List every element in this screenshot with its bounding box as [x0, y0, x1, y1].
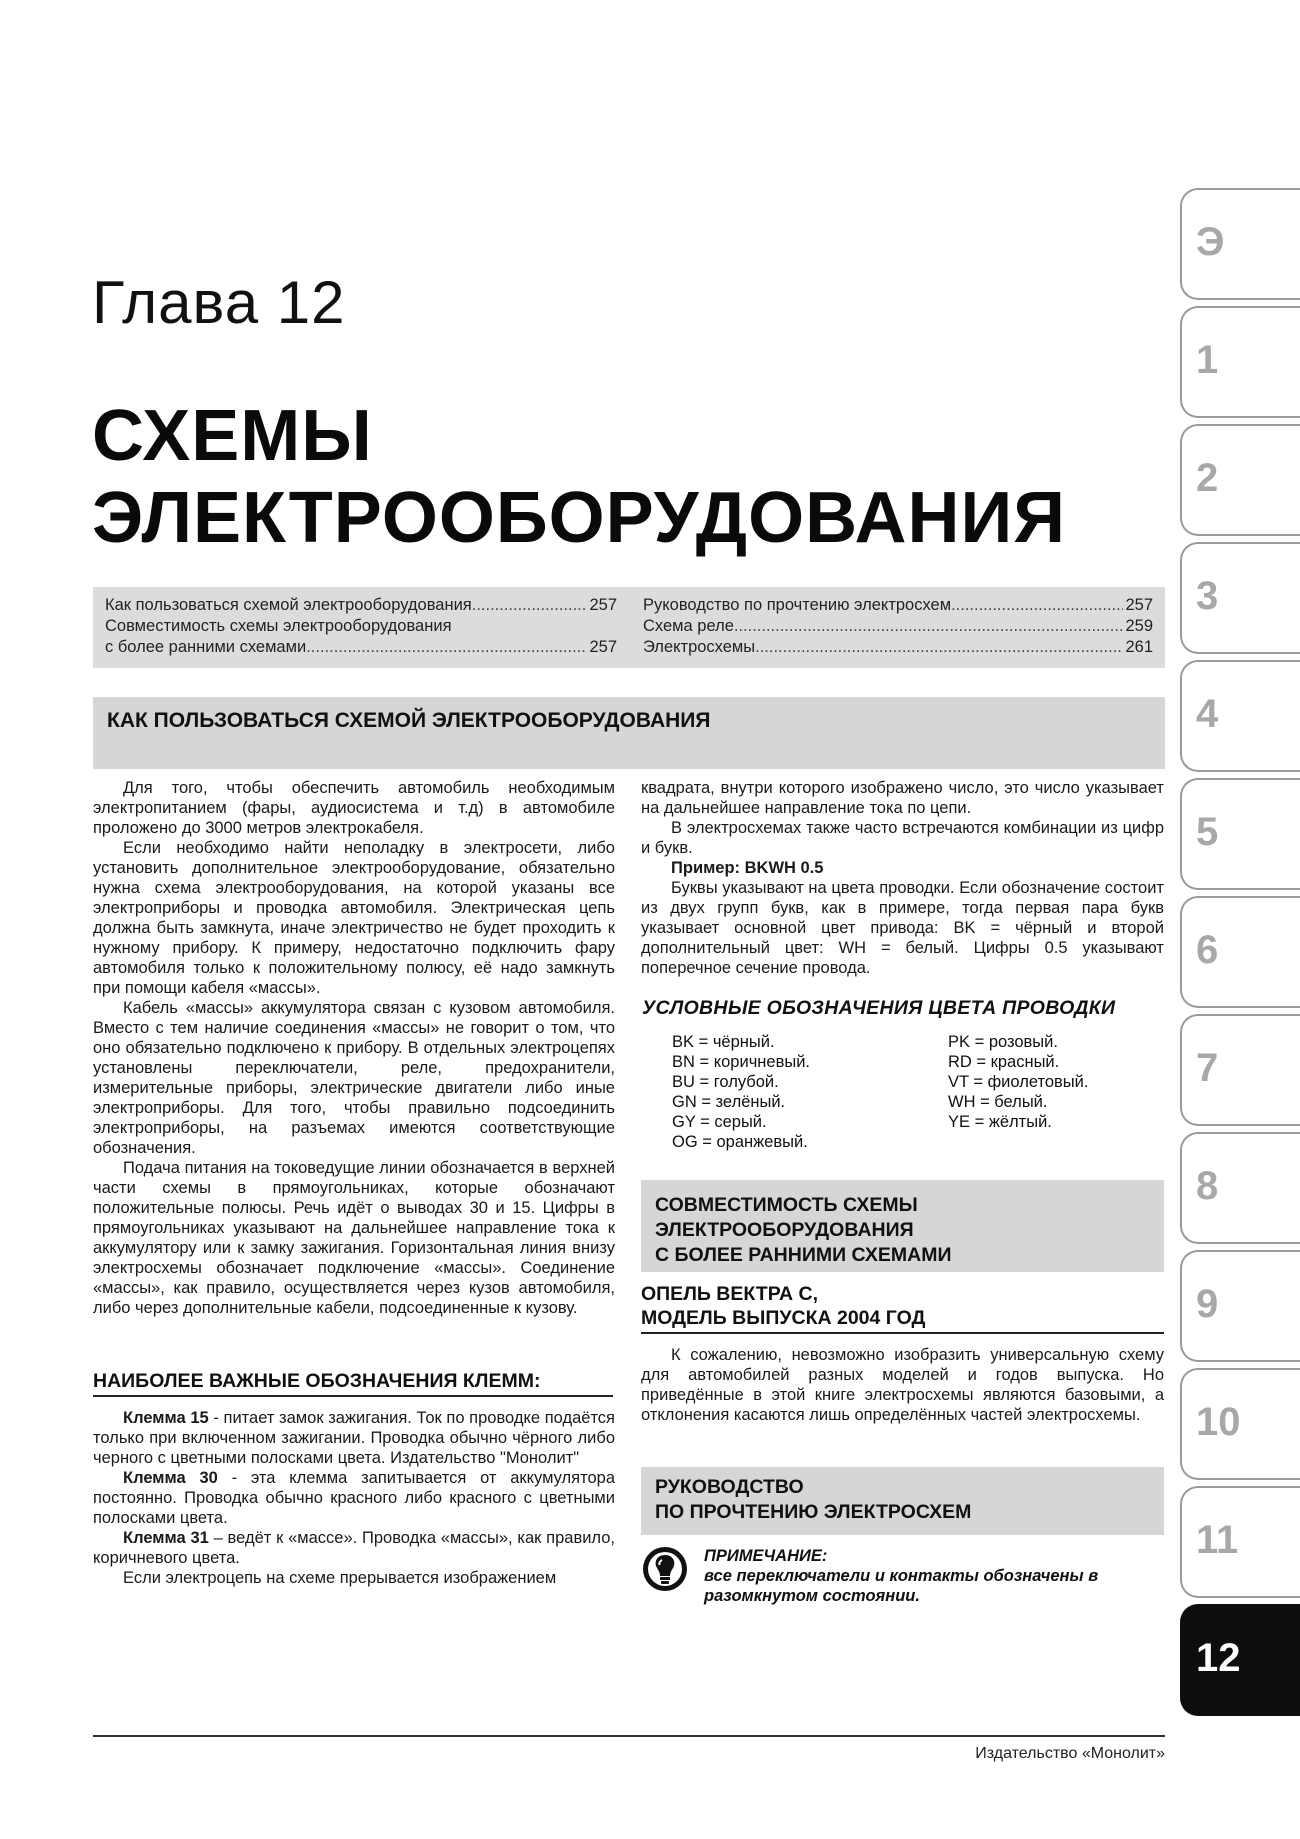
title-line-2: ЭЛЕКТРООБОРУДОВАНИЯ	[92, 478, 1066, 558]
tab-chapter-7[interactable]: 7	[1180, 1014, 1300, 1126]
terminals-text	[93, 1408, 615, 1588]
tab-chapter-2[interactable]: 2	[1180, 424, 1300, 536]
paragraph: Подача питания на токоведущие линии обозначается в верхней части схемы в прямоугольниках, которые обозначают положительные полюсы. Речь идёт о выводах 30 и 15. Цифры в прямоугольниках указывают на дальнейшее направление тока к аккумулятору или к замку зажигания. Горизонтальная линия внизу электросхемы обозначает подключение «массы». Соединение «массы», как правило, осуществляется через кузов автомобиля, либо через дополнительные кабели, подсоединенные к кузову.	[93, 1159, 615, 1317]
toc-entry[interactable]: Схема реле ..... 259	[643, 616, 1153, 637]
tab-chapter-4[interactable]: 4	[1180, 660, 1300, 772]
terminal-item: Клемма 31 – ведёт к «массе». Проводка «массы», как правило, коричневого цвета.	[93, 1529, 615, 1567]
tab-chapter-5[interactable]: 5	[1180, 778, 1300, 890]
left-column-text	[93, 778, 615, 1318]
wire-colors-left	[672, 1032, 810, 1152]
example-label: Пример: BKWH 0.5	[671, 859, 824, 877]
paragraph: квадрата, внутри которого изображено число, это число указывает на дальнейшее направление тока по цепи.	[641, 779, 1164, 817]
table-of-contents	[93, 587, 1165, 668]
color-code: BK = чёрный.	[672, 1033, 775, 1051]
toc-entry[interactable]: Руководство по прочтению электросхем ..... 257	[643, 595, 1153, 616]
paragraph: Для того, чтобы обеспечить автомобиль необходимым электропитанием (фары, аудиосистема и т.д) в автомобиле проложено до 3000 метров электрокабеля.	[93, 779, 615, 837]
paragraph: Если необходимо найти неполадку в электросети, либо установить дополнительное электрооборудование, обязательно нужна схема электрооборудования, на которой указаны все электроприборы и проводка автомобиля. Электрическая цепь должна быть замкнута, иначе электричество не будет проходить к нужному прибору. К примеру, недостаточно подключить фару автомобиля только к положительному полюсу, её надо замкнуть при помощи кабеля «массы».	[93, 839, 615, 997]
tab-chapter-e[interactable]: Э	[1180, 188, 1300, 300]
note-block	[704, 1546, 1166, 1606]
tab-chapter-11[interactable]: 11	[1180, 1486, 1300, 1598]
opel-heading: ОПЕЛЬ ВЕКТРА С, МОДЕЛЬ ВЫПУСКА 2004 ГОД	[641, 1282, 1164, 1334]
right-column-text	[641, 778, 1164, 978]
color-code: VT = фиолетовый.	[948, 1073, 1089, 1091]
toc-entry[interactable]: с более ранними схемами ..... 257	[105, 637, 617, 658]
tab-chapter-8[interactable]: 8	[1180, 1132, 1300, 1244]
color-code: OG = оранжевый.	[672, 1133, 808, 1151]
title-line-1: СХЕМЫ	[92, 396, 373, 476]
chapter-label: Глава 12	[92, 269, 346, 336]
paragraph: Буквы указывают на цвета проводки. Если обозначение состоит из двух групп букв, как в примере, тогда первая пара букв указывает основной цвет привода: BK = чёрный и второй дополнительный цвет: WH = белый. Цифры 0.5 указывают поперечное сечение провода.	[641, 879, 1164, 977]
paragraph: В электросхемах также часто встречаются комбинации из цифр и букв.	[641, 819, 1164, 857]
footer-divider	[93, 1735, 1165, 1737]
section-heading-guide: РУКОВОДСТВО ПО ПРОЧТЕНИЮ ЭЛЕКТРОСХЕМ	[641, 1467, 1164, 1535]
tab-chapter-6[interactable]: 6	[1180, 896, 1300, 1008]
toc-entry[interactable]: Совместимость схемы электрооборудования	[105, 617, 452, 635]
color-code: RD = красный.	[948, 1053, 1060, 1071]
color-code: PK = розовый.	[948, 1033, 1058, 1051]
opel-text	[641, 1345, 1164, 1425]
footer-publisher: Издательство «Монолит»	[975, 1745, 1165, 1762]
paragraph: К сожалению, невозможно изобразить универсальную схему для автомобилей разных моделей и годов выпуска. Но приведённые в этой книге электросхемы являются базовыми, а отклонения касаются лишь определённых частей электросхемы.	[641, 1346, 1164, 1424]
lightbulb-icon	[642, 1546, 688, 1592]
paragraph: Если электроцепь на схеме прерывается изображением	[123, 1569, 557, 1587]
tab-chapter-9[interactable]: 9	[1180, 1250, 1300, 1362]
toc-entry[interactable]: Как пользоваться схемой электрооборудования ..... 257	[105, 595, 617, 616]
toc-left-column	[105, 595, 617, 658]
terminal-item: Клемма 30 - эта клемма запитывается от аккумулятора постоянно. Проводка обычно красного либо красного с цветными полосками цвета.	[93, 1469, 615, 1527]
toc-right-column	[643, 595, 1153, 658]
wire-colors-right	[948, 1032, 1088, 1132]
terminal-item: Клемма 15 - питает замок зажигания. Ток по проводке подаётся только при включенном зажигании. Проводка обычно чёрного либо черного с цветными полосками цвета. Издательство "Монолит"	[93, 1409, 615, 1467]
color-code: GN = зелёный.	[672, 1093, 786, 1111]
color-code: BN = коричневый.	[672, 1053, 811, 1071]
section-heading-compatibility: СОВМЕСТИМОСТЬ СХЕМЫ ЭЛЕКТРООБОРУДОВАНИЯ С БОЛЕЕ РАННИМИ СХЕМАМИ	[641, 1180, 1164, 1272]
terminals-heading: НАИБОЛЕЕ ВАЖНЫЕ ОБОЗНАЧЕНИЯ КЛЕММ:	[93, 1370, 613, 1397]
paragraph: Кабель «массы» аккумулятора связан с кузовом автомобиля. Вместо с тем наличие соединения «массы» не говорит о том, что оно обязательно подключено к прибору. В отдельных электроцепях установлены переключатели, реле, предохранители, измерительные приборы, электрические двигатели либо иные электроприборы. Для того, чтобы правильно подсоединить электроприборы, на разъемах имеются соответствующие обозначения.	[93, 999, 615, 1157]
toc-entry[interactable]: Электросхемы ..... 261	[643, 637, 1153, 658]
tab-chapter-1[interactable]: 1	[1180, 306, 1300, 418]
tab-chapter-3[interactable]: 3	[1180, 542, 1300, 654]
color-code: GY = серый.	[672, 1113, 767, 1131]
section-heading-usage: КАК ПОЛЬЗОВАТЬСЯ СХЕМОЙ ЭЛЕКТРООБОРУДОВАНИЯ	[93, 697, 1165, 769]
color-code: WH = белый.	[948, 1093, 1048, 1111]
note-text: все переключатели и контакты обозначены в разомкнутом состоянии.	[704, 1567, 1099, 1605]
note-label: ПРИМЕЧАНИЕ:	[704, 1547, 828, 1565]
tab-chapter-10[interactable]: 10	[1180, 1368, 1300, 1480]
color-code: YE = жёлтый.	[948, 1113, 1052, 1131]
wire-colors-heading: УСЛОВНЫЕ ОБОЗНАЧЕНИЯ ЦВЕТА ПРОВОДКИ	[642, 997, 1116, 1019]
color-code: BU = голубой.	[672, 1073, 779, 1091]
page-title	[92, 395, 1142, 559]
tab-chapter-12-active[interactable]: 12	[1180, 1604, 1300, 1716]
